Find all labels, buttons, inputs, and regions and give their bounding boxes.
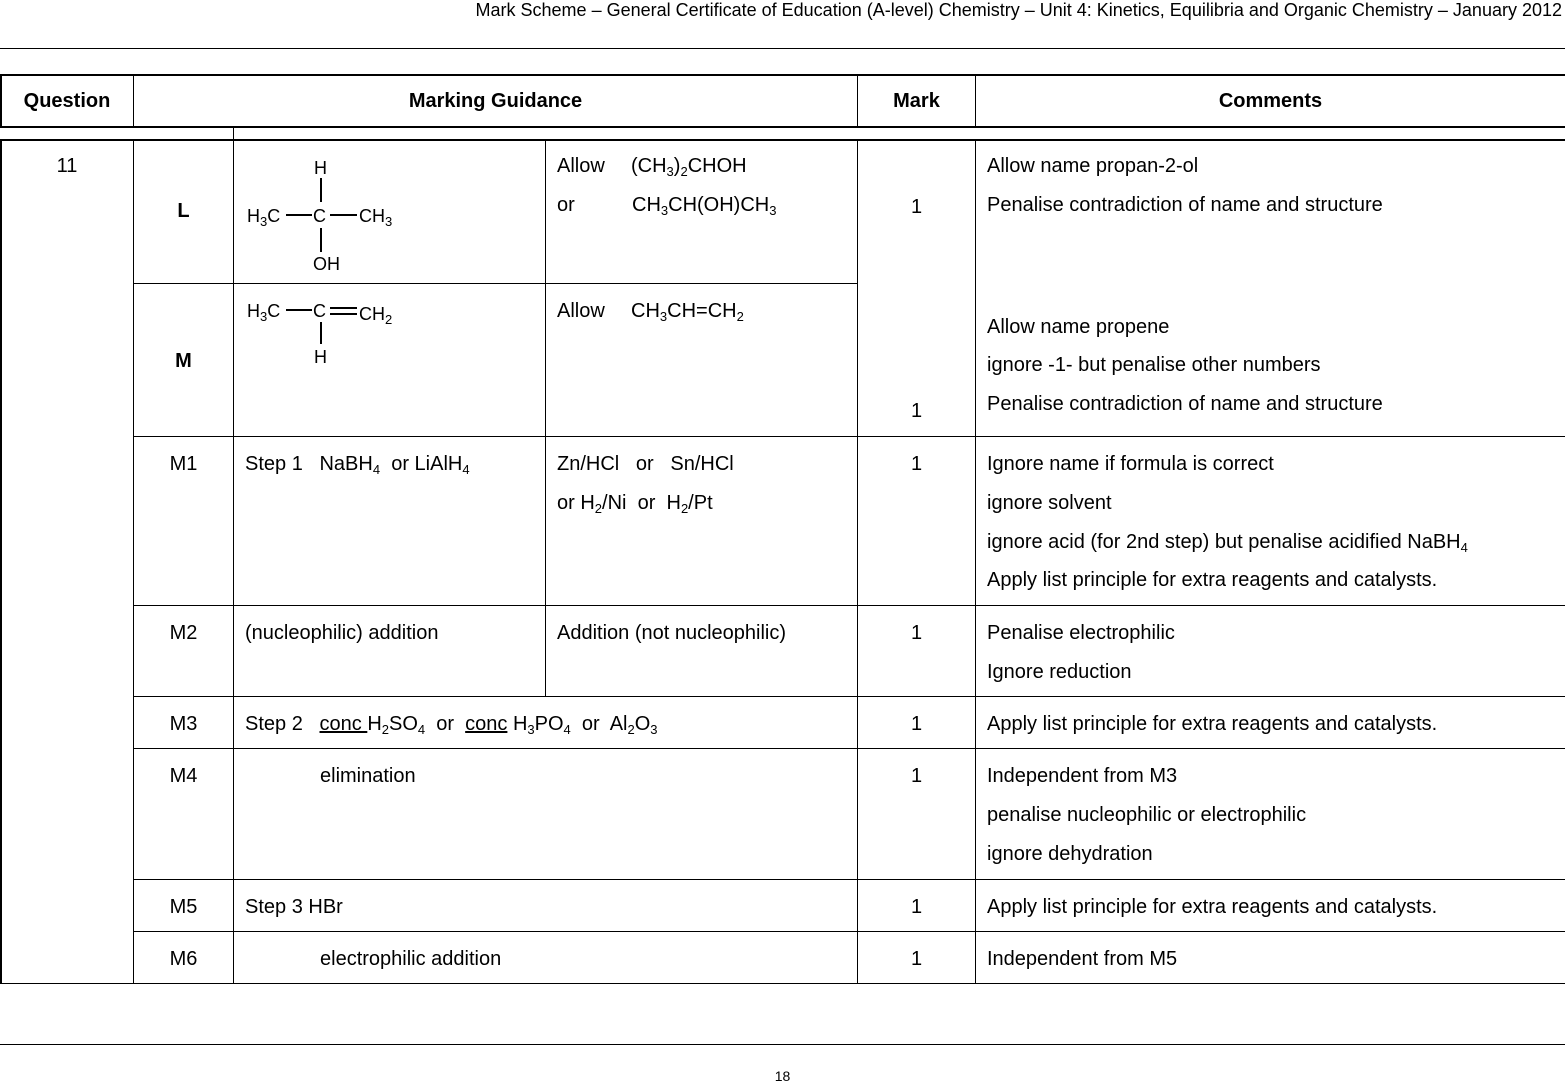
comment-line: ignore acid (for 2nd step) but penalise acidified NaBH$_4$ [987, 531, 1468, 555]
guidance-text: Step 3 HBr [245, 896, 343, 918]
question-number: 11 [56, 155, 78, 177]
comment-line: Ignore name if formula is correct [987, 453, 1274, 475]
comment-line: ignore dehydration [987, 843, 1153, 865]
comment-line: Allow name propan-2-ol [987, 155, 1199, 177]
comment-line: Penalise contradiction of name and structure [987, 393, 1383, 415]
page-number: 18 [774, 1068, 791, 1084]
row-label: M3 [169, 713, 198, 735]
formula-ch3-2-choh: $(CH_3)_2CHOH$ [631, 155, 747, 179]
guidance-text: electrophilic addition [320, 948, 502, 970]
alternative-text: or $H_2/Ni$ or $H_2/Pt$ [557, 492, 713, 516]
mark-value: 1 [910, 765, 923, 787]
row-label: M5 [169, 896, 198, 918]
comment-line: Apply list principle for extra reagents and catalysts. [987, 569, 1438, 591]
guidance-text: Step 2 conc $H_2SO_4$ or conc $H_3PO_4$ or $Al_2O_3$ [245, 713, 658, 737]
comment-line: ignore solvent [987, 492, 1112, 514]
mark-value: 1 [910, 196, 923, 218]
row-label: L [177, 200, 190, 222]
comment-line: ignore -1- but penalise other numbers [987, 354, 1321, 376]
formula-ch3ch-oh-ch3: $CH_3CH(OH)CH_3$ [632, 194, 777, 218]
guidance-text: Step 1 NaBH$_4$ or LiAlH$_4$ [245, 453, 470, 477]
header-rule [0, 48, 1565, 49]
mark-value: 1 [910, 713, 923, 735]
comment-line: Apply list principle for extra reagents and catalysts. [987, 713, 1438, 735]
row-label: M [175, 350, 192, 372]
row-label: M6 [169, 948, 198, 970]
comment-line: Penalise electrophilic [987, 622, 1175, 644]
mark-value: 1 [910, 453, 923, 475]
formula-ch3ch-ch2: $CH_3CH=CH_2$ [631, 300, 744, 324]
mark-value: 1 [910, 400, 923, 422]
mark-value: 1 [910, 948, 923, 970]
comment-line: Apply list principle for extra reagents and catalysts. [987, 896, 1438, 918]
mark-value: 1 [910, 622, 923, 644]
comment-line: penalise nucleophilic or electrophilic [987, 804, 1307, 826]
column-header-mark: Mark [893, 90, 940, 112]
guidance-text: (nucleophilic) addition [245, 622, 439, 644]
column-header-marking-guidance: Marking Guidance [408, 90, 583, 112]
comment-line: Ignore reduction [987, 661, 1132, 683]
row-label: M2 [169, 622, 198, 644]
column-header-comments: Comments [1218, 90, 1323, 112]
guidance-text: elimination [320, 765, 416, 787]
mark-value: 1 [910, 896, 923, 918]
row-label: M1 [169, 453, 198, 475]
comment-line: Allow name propene [987, 316, 1170, 338]
comment-line: Independent from M3 [987, 765, 1178, 787]
comment-line: Penalise contradiction of name and structure [987, 194, 1383, 216]
row-label: M4 [169, 765, 198, 787]
comment-line: Independent from M5 [987, 948, 1178, 970]
alternative-text: Addition (not nucleophilic) [557, 622, 787, 644]
document-header-title: Mark Scheme – General Certificate of Education (A-level) Chemistry – Unit 4: Kinetics, Equilibria and Organic Chemistry – January 2012 [475, 0, 1562, 20]
alternative-text: Zn/HCl or Sn/HCl [557, 453, 734, 475]
column-header-question: Question [23, 90, 111, 112]
footer-rule [0, 1044, 1565, 1045]
